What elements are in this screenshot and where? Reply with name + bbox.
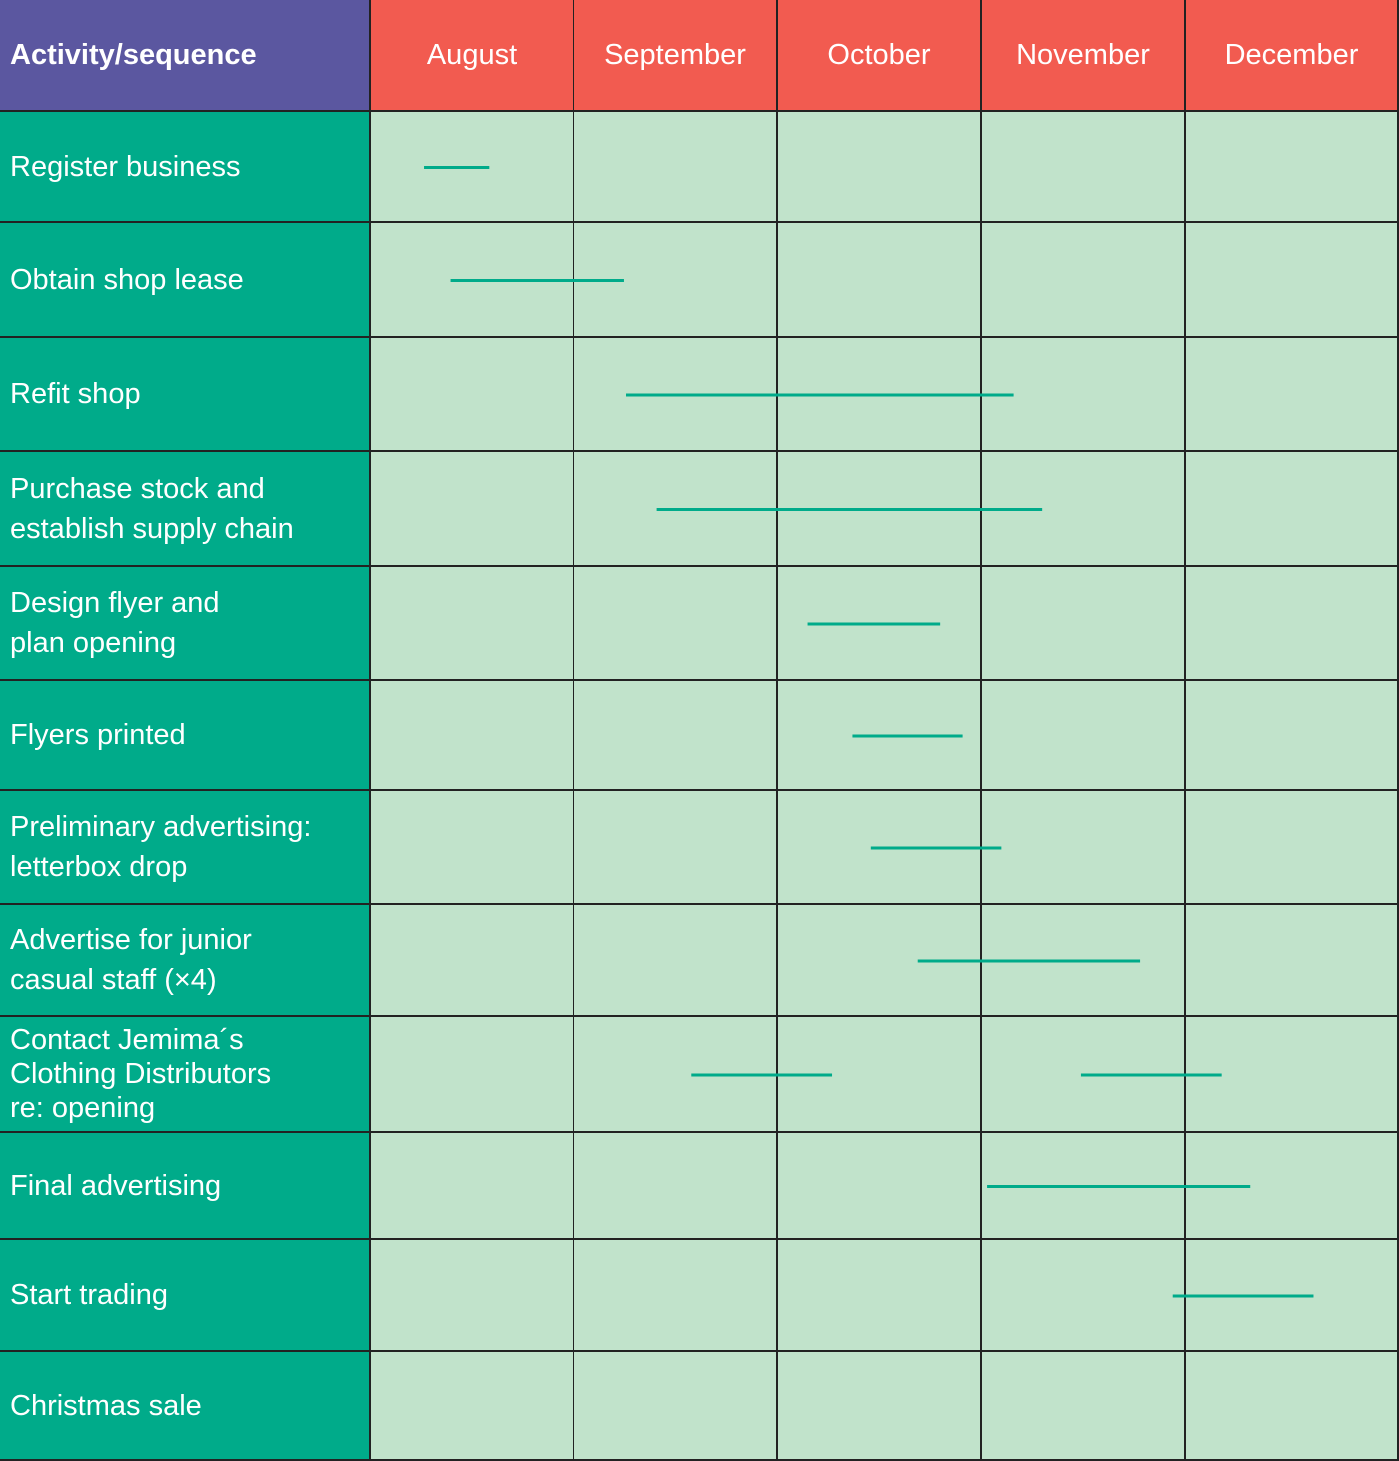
- grid-cell: [1186, 1017, 1399, 1133]
- grid-cell: [778, 452, 982, 567]
- grid-cell: [1186, 223, 1399, 338]
- grid-cell: [574, 905, 778, 1017]
- grid-cell: [982, 1017, 1186, 1133]
- grid-cell: [1186, 791, 1399, 905]
- grid-cell: [1186, 1133, 1399, 1240]
- activity-label: Contact Jemima´s Clothing Distributors re: opening: [0, 1017, 371, 1133]
- month-header-october: October: [778, 0, 982, 112]
- month-header-september: September: [574, 0, 778, 112]
- grid-cell: [1186, 452, 1399, 567]
- grid-cell: [778, 1240, 982, 1352]
- grid-cell: [778, 1017, 982, 1133]
- activity-label: Preliminary advertising: letterbox drop: [0, 791, 371, 905]
- activity-label: Register business: [0, 112, 371, 223]
- activity-label: Final advertising: [0, 1133, 371, 1240]
- grid-cell: [371, 1017, 575, 1133]
- activity-label: Purchase stock and establish supply chain: [0, 452, 371, 567]
- grid-cell: [982, 567, 1186, 681]
- grid-cell: [371, 791, 575, 905]
- month-header-december: December: [1186, 0, 1399, 112]
- grid-cell: [1186, 905, 1399, 1017]
- grid-cell: [778, 1133, 982, 1240]
- grid-cell: [982, 1133, 1186, 1240]
- grid-cell: [1186, 112, 1399, 223]
- grid-cell: [1186, 1240, 1399, 1352]
- activity-label: Start trading: [0, 1240, 371, 1352]
- grid-cell: [778, 223, 982, 338]
- grid-cell: [982, 905, 1186, 1017]
- grid-cell: [574, 567, 778, 681]
- grid-cell: [574, 681, 778, 791]
- grid-cell: [778, 681, 982, 791]
- month-header-august: August: [371, 0, 575, 112]
- activity-header: Activity/sequence: [0, 0, 371, 112]
- grid-cell: [574, 1133, 778, 1240]
- grid-cell: [371, 905, 575, 1017]
- grid-cell: [982, 452, 1186, 567]
- grid-cell: [371, 112, 575, 223]
- activity-label: Advertise for junior casual staff (×4): [0, 905, 371, 1017]
- grid-cell: [982, 1352, 1186, 1461]
- grid-cell: [574, 1352, 778, 1461]
- activity-label: Christmas sale: [0, 1352, 371, 1461]
- grid-cell: [778, 1352, 982, 1461]
- grid-cell: [982, 791, 1186, 905]
- grid-cell: [982, 1240, 1186, 1352]
- grid-cell: [574, 112, 778, 223]
- grid-cell: [371, 338, 575, 452]
- grid-cell: [371, 452, 575, 567]
- month-header-november: November: [982, 0, 1186, 112]
- grid-cell: [371, 1240, 575, 1352]
- grid-cell: [574, 791, 778, 905]
- grid-cell: [371, 223, 575, 338]
- grid-cell: [778, 112, 982, 223]
- grid-cell: [1186, 681, 1399, 791]
- grid-cell: [574, 452, 778, 567]
- activity-label: Refit shop: [0, 338, 371, 452]
- grid-cell: [574, 223, 778, 338]
- grid-cell: [371, 1133, 575, 1240]
- grid-cell: [778, 338, 982, 452]
- grid-cell: [1186, 338, 1399, 452]
- grid-cell: [1186, 567, 1399, 681]
- grid-cell: [982, 338, 1186, 452]
- grid-cell: [1186, 1352, 1399, 1461]
- activity-label: Flyers printed: [0, 681, 371, 791]
- activity-label: Design flyer and plan opening: [0, 567, 371, 681]
- grid-cell: [982, 681, 1186, 791]
- grid-cell: [778, 905, 982, 1017]
- grid-cell: [371, 1352, 575, 1461]
- grid-cell: [371, 681, 575, 791]
- grid-cell: [982, 112, 1186, 223]
- grid-cell: [778, 567, 982, 681]
- grid-cell: [778, 791, 982, 905]
- grid-cell: [574, 1017, 778, 1133]
- grid-cell: [574, 1240, 778, 1352]
- grid-cell: [982, 223, 1186, 338]
- activity-label: Obtain shop lease: [0, 223, 371, 338]
- grid-cell: [574, 338, 778, 452]
- grid-cell: [371, 567, 575, 681]
